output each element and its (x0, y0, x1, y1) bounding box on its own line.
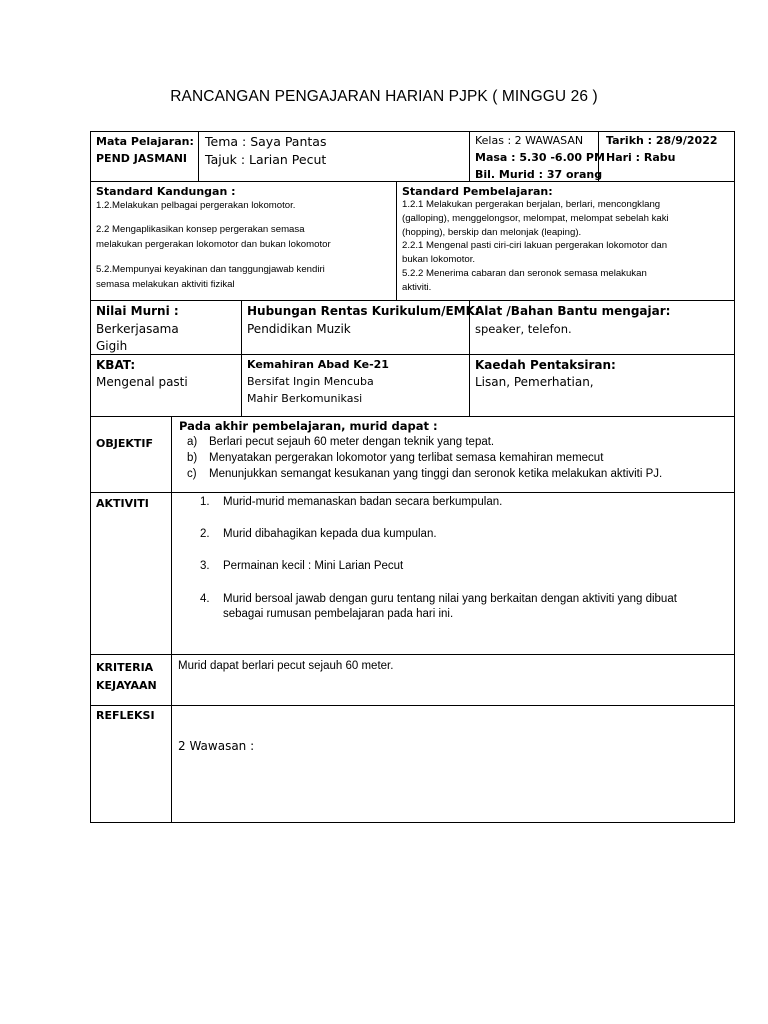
aktiviti-label: AKTIVITI (96, 497, 149, 510)
objektif-item: Menyatakan pergerakan lokomotor yang terlibat semasa kemahiran memecut (209, 452, 604, 464)
sp-line: 5.2.2 Menerima cabaran dan seronok semasa melakukan (402, 268, 647, 279)
standard-kandungan-label: Standard Kandungan : (96, 185, 236, 198)
divider (90, 181, 735, 182)
objektif-marker: a) (187, 436, 198, 448)
kelas: Kelas : 2 WAWASAN (475, 134, 584, 147)
aktiviti-item: Murid-murid memanaskan badan secara berkumpulan. (223, 496, 503, 508)
abad21-label: Kemahiran Abad Ke-21 (247, 358, 389, 371)
objektif-item: Menunjukkan semangat kesukanan yang tinggi dan seronok ketika melakukan aktiviti PJ. (209, 468, 663, 480)
tema: Tema : Saya Pantas (205, 134, 327, 149)
objektif-intro: Pada akhir pembelajaran, murid dapat : (179, 419, 438, 433)
kriteria-label: KEJAYAAN (96, 679, 157, 692)
abad21-value: Mahir Berkomunikasi (247, 392, 363, 405)
abad21-value: Bersifat Ingin Mencuba (247, 375, 374, 388)
sk-item: 5.2.Mempunyai keyakinan dan tanggungjawab kendiri (96, 264, 325, 275)
subject-label: Mata Pelajaran: (96, 135, 194, 148)
table-border-bottom (90, 822, 735, 823)
aktiviti-marker: 3. (200, 560, 210, 572)
kaedah-value: Lisan, Pemerhatian, (475, 375, 594, 389)
aktiviti-item: Murid bersoal jawab dengan guru tentang nilai yang berkaitan dengan aktiviti yang dibuat (223, 593, 677, 605)
aktiviti-marker: 2. (200, 528, 210, 540)
kaedah-label: Kaedah Pentaksiran: (475, 358, 616, 372)
aktiviti-marker: 4. (200, 593, 210, 605)
sk-item: 2.2 Mengaplikasikan konsep pergerakan semasa (96, 224, 305, 235)
refleksi-label: REFLEKSI (96, 709, 155, 722)
tajuk: Tajuk : Larian Pecut (205, 152, 327, 167)
divider (90, 416, 735, 417)
aktiviti-item: sebagai rumusan pembelajaran pada hari ini. (223, 608, 454, 620)
refleksi-value: 2 Wawasan : (178, 739, 255, 753)
hari: Hari : Rabu (606, 151, 676, 164)
kbat-label: KBAT: (96, 358, 136, 372)
sk-item: 1.2.Melakukan pelbagai pergerakan lokomotor. (96, 200, 296, 211)
divider (90, 300, 735, 301)
alat-value: speaker, telefon. (475, 322, 572, 336)
kriteria-value: Murid dapat berlari pecut sejauh 60 meter. (178, 660, 394, 672)
nilai-value: Gigih (96, 339, 128, 353)
bil-murid: Bil. Murid : 37 orang (475, 168, 603, 181)
sp-line: (galloping), menggelongsor, melompat, melompat sebelah kaki (402, 213, 669, 224)
objektif-marker: c) (187, 468, 197, 480)
divider (90, 354, 735, 355)
sp-line: 2.2.1 Mengenal pasti ciri-ciri lakuan pergerakan lokomotor dan (402, 240, 668, 251)
objektif-label: OBJEKTIF (96, 437, 153, 450)
divider (396, 181, 397, 301)
masa: Masa : 5.30 -6.00 PM (475, 151, 605, 164)
sp-line: (hopping), berskip dan melonjak (leaping). (402, 227, 582, 238)
sp-line: aktiviti. (402, 282, 432, 293)
tarikh: Tarikh : 28/9/2022 (606, 134, 718, 147)
nilai-value: Berkerjasama (96, 322, 179, 336)
divider (469, 131, 470, 182)
sp-line: 1.2.1 Melakukan pergerakan berjalan, berlari, mencongklang (402, 199, 661, 210)
objektif-marker: b) (187, 452, 198, 464)
sk-item: melakukan pergerakan lokomotor dan bukan lokomotor (96, 239, 331, 250)
divider (90, 492, 735, 493)
table-border-left (90, 131, 91, 823)
kbat-value: Mengenal pasti (96, 375, 188, 389)
sp-line: bukan lokomotor. (402, 254, 476, 265)
divider (90, 654, 735, 655)
divider (90, 705, 735, 706)
sk-item: semasa melakukan aktiviti fizikal (96, 279, 235, 290)
aktiviti-item: Murid dibahagikan kepada dua kumpulan. (223, 528, 437, 540)
standard-pembelajaran-label: Standard Pembelajaran: (402, 185, 553, 198)
hubungan-label: Hubungan Rentas Kurikulum/EMK: (247, 304, 480, 318)
divider (171, 416, 172, 823)
hubungan-value: Pendidikan Muzik (247, 322, 351, 336)
divider (198, 131, 199, 182)
table-border-top (90, 131, 735, 132)
page-title: RANCANGAN PENGAJARAN HARIAN PJPK ( MINGGU 26 ) (170, 88, 598, 105)
subject-value: PEND JASMANI (96, 152, 188, 165)
objektif-item: Berlari pecut sejauh 60 meter dengan teknik yang tepat. (209, 436, 495, 448)
table-border-right (734, 131, 735, 823)
aktiviti-marker: 1. (200, 496, 210, 508)
nilai-label: Nilai Murni : (96, 304, 179, 318)
kriteria-label: KRITERIA (96, 661, 154, 674)
alat-label: Alat /Bahan Bantu mengajar: (475, 304, 671, 318)
divider (241, 300, 242, 417)
aktiviti-item: Permainan kecil : Mini Larian Pecut (223, 560, 404, 572)
